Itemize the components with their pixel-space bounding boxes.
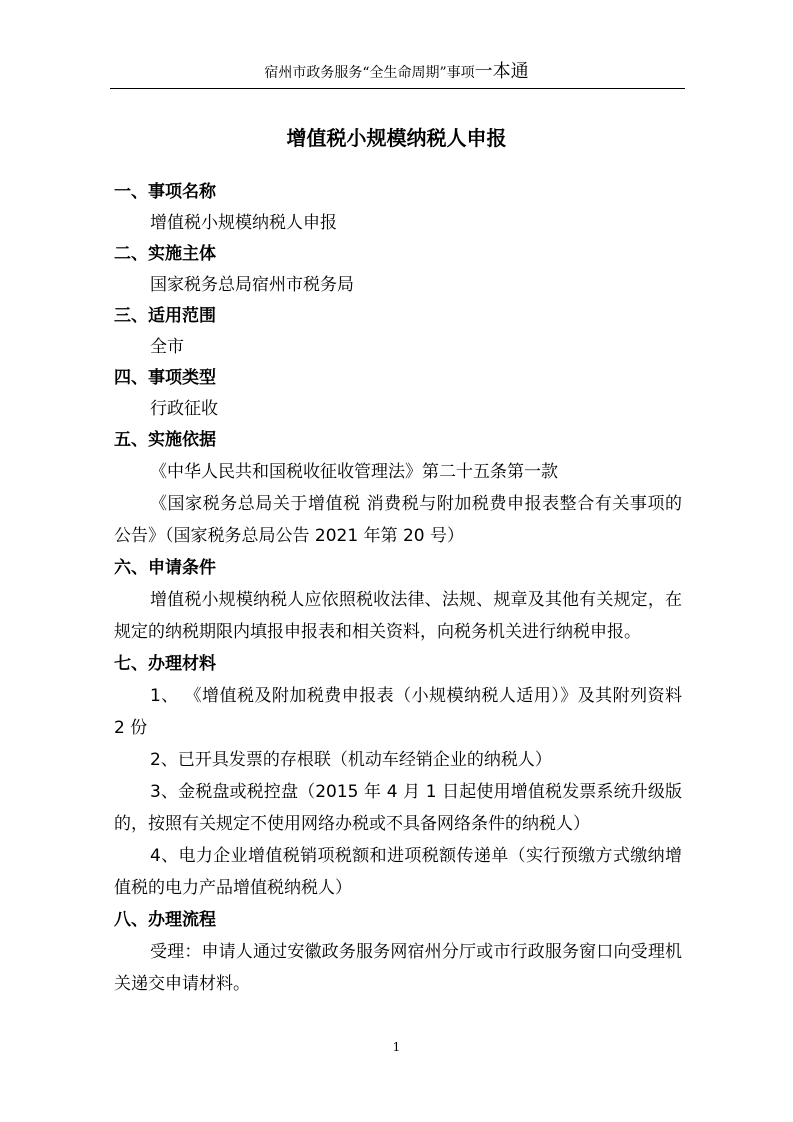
item-type-value: 行政征收 xyxy=(150,399,218,419)
scope-value: 全市 xyxy=(150,337,184,357)
section-heading-process: 八、办理流程 xyxy=(114,910,216,930)
running-header-prefix: 宿州市政务服务“全生命周期”事项 xyxy=(264,65,475,81)
implementing-body-value: 国家税务总局宿州市税务局 xyxy=(150,275,354,295)
section-heading-implementing-body: 二、实施主体 xyxy=(114,244,216,264)
materials-item: 1、 《增值税及附加税费申报表（小规模纳税人适用）》及其附列资料 2 份 xyxy=(114,686,682,738)
section-heading-conditions: 六、申请条件 xyxy=(114,558,216,578)
section-heading-legal-basis: 五、实施依据 xyxy=(114,430,216,450)
conditions-paragraph: 增值税小规模纳税人应依照税收法律、法规、规章及其他有关规定，在规定的纳税期限内填报申报表和相关资料，向税务机关进行纳税申报。 xyxy=(114,590,682,642)
legal-basis-paragraph: 《国家税务总局关于增值税 消费税与附加税费申报表整合有关事项的公告》（国家税务总局公告 2021 年第 20 号） xyxy=(114,494,682,546)
running-header xyxy=(0,62,793,83)
header-rule xyxy=(110,88,685,89)
materials-item: 4、电力企业增值税销项税额和进项税额传递单（实行预缴方式缴纳增值税的电力产品增值税纳税人） xyxy=(114,846,682,898)
item-name-value: 增值税小规模纳税人申报 xyxy=(150,213,337,233)
page-number: 1 xyxy=(392,1040,401,1054)
document-body xyxy=(114,176,682,1000)
section-heading-item-name: 一、事项名称 xyxy=(114,182,216,202)
process-paragraph: 受理：申请人通过安徽政务服务网宿州分厅或市行政服务窗口向受理机关递交申请材料。 xyxy=(114,942,682,994)
section-heading-materials: 七、办理材料 xyxy=(114,654,216,674)
materials-item: 2、已开具发票的存根联（机动车经销企业的纳税人） xyxy=(150,750,552,770)
legal-basis-paragraph: 《中华人民共和国税收征收管理法》第二十五条第一款 xyxy=(150,462,558,482)
running-header-suffix: 一本通 xyxy=(474,61,529,82)
materials-item: 3、金税盘或税控盘（2015 年 4 月 1 日起使用增值税发票系统升级版的，按照有关规定不使用网络办税或不具备网络条件的纳税人） xyxy=(114,782,682,834)
document-title: 增值税小规模纳税人申报 xyxy=(286,126,507,150)
section-heading-scope: 三、适用范围 xyxy=(114,306,216,326)
section-heading-item-type: 四、事项类型 xyxy=(114,368,216,388)
